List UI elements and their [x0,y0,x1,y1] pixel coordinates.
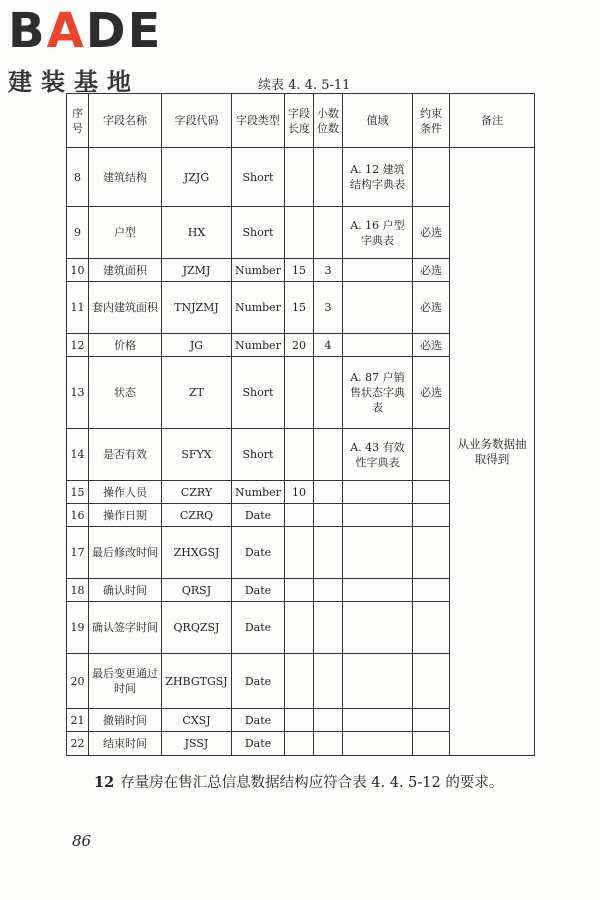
field-name-cell: 是否有效 [89,429,162,481]
table-header-row [67,94,535,148]
seq-cell: 8 [67,148,89,207]
header-cell: 字段名称 [89,94,162,148]
field-length-cell: 15 [284,259,313,282]
table-row [67,148,535,207]
field-name-cell: 最后修改时间 [89,527,162,579]
field-length-cell [284,527,313,579]
header-cell: 字段类型 [232,94,285,148]
value-domain-cell [342,579,412,602]
field-code-cell: TNJZMJ [162,282,232,334]
constraint-cell [412,527,449,579]
field-name-cell: 套内建筑面积 [89,282,162,334]
value-domain-cell [342,732,412,756]
field-type-cell: Date [232,602,285,654]
field-length-cell [284,357,313,429]
field-length-cell [284,504,313,527]
bade-logo [8,3,163,97]
field-code-cell: JZJG [162,148,232,207]
value-domain-cell: A. 43 有效性字典表 [342,429,412,481]
value-domain-cell [342,504,412,527]
logo-letter-b: B [8,3,47,59]
field-code-cell: QRSJ [162,579,232,602]
seq-cell: 19 [67,602,89,654]
page-number: 86 [72,832,92,850]
field-table [66,93,535,756]
field-name-cell: 建筑面积 [89,259,162,282]
value-domain-cell [342,282,412,334]
field-decimals-cell [313,654,342,709]
seq-cell: 9 [67,207,89,259]
header-cell: 序号 [67,94,89,148]
constraint-cell: 必选 [412,334,449,357]
value-domain-cell [342,527,412,579]
field-type-cell: Date [232,579,285,602]
field-type-cell: Number [232,334,285,357]
header-cell: 小数位数 [313,94,342,148]
field-code-cell: CXSJ [162,709,232,732]
constraint-cell: 必选 [412,259,449,282]
field-type-cell: Number [232,282,285,334]
field-decimals-cell [313,148,342,207]
value-domain-cell [342,602,412,654]
table-caption: 续表 4. 4. 5-11 [258,78,351,93]
field-type-cell: Date [232,504,285,527]
value-domain-cell: A. 12 建筑结构字典表 [342,148,412,207]
field-name-cell: 操作人员 [89,481,162,504]
logo-wordmark [8,3,163,59]
field-type-cell: Short [232,357,285,429]
value-domain-cell: A. 87 户销售状态字典表 [342,357,412,429]
field-type-cell: Date [232,527,285,579]
header-cell: 字段代码 [162,94,232,148]
field-type-cell: Date [232,654,285,709]
field-length-cell [284,602,313,654]
constraint-cell [412,602,449,654]
field-decimals-cell [313,602,342,654]
logo-letters-de: DE [85,3,163,59]
field-type-cell: Date [232,709,285,732]
field-name-cell: 结束时间 [89,732,162,756]
field-type-cell: Short [232,207,285,259]
field-length-cell [284,709,313,732]
field-name-cell: 最后变更通过时间 [89,654,162,709]
field-length-cell: 10 [284,481,313,504]
constraint-cell [412,481,449,504]
field-decimals-cell [313,357,342,429]
field-code-cell: JZMJ [162,259,232,282]
field-name-cell: 确认签字时间 [89,602,162,654]
field-type-cell: Date [232,732,285,756]
value-domain-cell [342,259,412,282]
header-cell: 约束条件 [412,94,449,148]
constraint-cell [412,654,449,709]
constraint-cell [412,709,449,732]
field-code-cell: CZRQ [162,504,232,527]
field-code-cell: JG [162,334,232,357]
logo-letter-a: A [46,3,86,59]
field-decimals-cell [313,481,342,504]
field-decimals-cell: 3 [313,282,342,334]
value-domain-cell [342,709,412,732]
field-decimals-cell [313,732,342,756]
seq-cell: 18 [67,579,89,602]
paragraph-text: 存量房在售汇总信息数据结构应符合表 4. 4. 5-12 的要求。 [120,775,504,791]
value-domain-cell [342,334,412,357]
field-length-cell [284,654,313,709]
constraint-cell: 必选 [412,207,449,259]
seq-cell: 14 [67,429,89,481]
seq-cell: 10 [67,259,89,282]
field-code-cell: ZHXGSJ [162,527,232,579]
field-decimals-cell [313,579,342,602]
field-length-cell [284,579,313,602]
paragraph-number: 12 [94,774,115,791]
field-name-cell: 撤销时间 [89,709,162,732]
field-decimals-cell [313,207,342,259]
field-code-cell: QRQZSJ [162,602,232,654]
header-cell: 值域 [342,94,412,148]
field-length-cell: 20 [284,334,313,357]
field-decimals-cell: 4 [313,334,342,357]
field-name-cell: 操作日期 [89,504,162,527]
constraint-cell [412,732,449,756]
field-name-cell: 确认时间 [89,579,162,602]
field-code-cell: HX [162,207,232,259]
field-type-cell: Number [232,481,285,504]
field-length-cell [284,148,313,207]
field-code-cell: ZHBGTGSJ [162,654,232,709]
remark-cell: 从业务数据抽取得到 [449,148,534,756]
field-name-cell: 建筑结构 [89,148,162,207]
seq-cell: 17 [67,527,89,579]
header-cell: 字段长度 [284,94,313,148]
field-length-cell: 15 [284,282,313,334]
field-name-cell: 状态 [89,357,162,429]
field-decimals-cell [313,709,342,732]
value-domain-cell [342,654,412,709]
field-code-cell: JSSJ [162,732,232,756]
seq-cell: 11 [67,282,89,334]
field-type-cell: Number [232,259,285,282]
seq-cell: 15 [67,481,89,504]
field-length-cell [284,732,313,756]
field-type-cell: Short [232,429,285,481]
field-code-cell: CZRY [162,481,232,504]
seq-cell: 12 [67,334,89,357]
body-paragraph [66,770,536,796]
seq-cell: 21 [67,709,89,732]
field-length-cell [284,429,313,481]
seq-cell: 20 [67,654,89,709]
field-code-cell: ZT [162,357,232,429]
constraint-cell [412,429,449,481]
constraint-cell [412,148,449,207]
logo-chinese: 建装基地 [8,68,140,96]
field-name-cell: 户型 [89,207,162,259]
seq-cell: 13 [67,357,89,429]
value-domain-cell [342,481,412,504]
constraint-cell [412,579,449,602]
field-decimals-cell [313,504,342,527]
field-decimals-cell: 3 [313,259,342,282]
header-cell: 备注 [449,94,534,148]
seq-cell: 22 [67,732,89,756]
seq-cell: 16 [67,504,89,527]
constraint-cell: 必选 [412,282,449,334]
constraint-cell: 必选 [412,357,449,429]
value-domain-cell: A. 16 户型字典表 [342,207,412,259]
constraint-cell [412,504,449,527]
field-type-cell: Short [232,148,285,207]
field-code-cell: SFYX [162,429,232,481]
field-name-cell: 价格 [89,334,162,357]
field-decimals-cell [313,527,342,579]
field-decimals-cell [313,429,342,481]
field-length-cell [284,207,313,259]
